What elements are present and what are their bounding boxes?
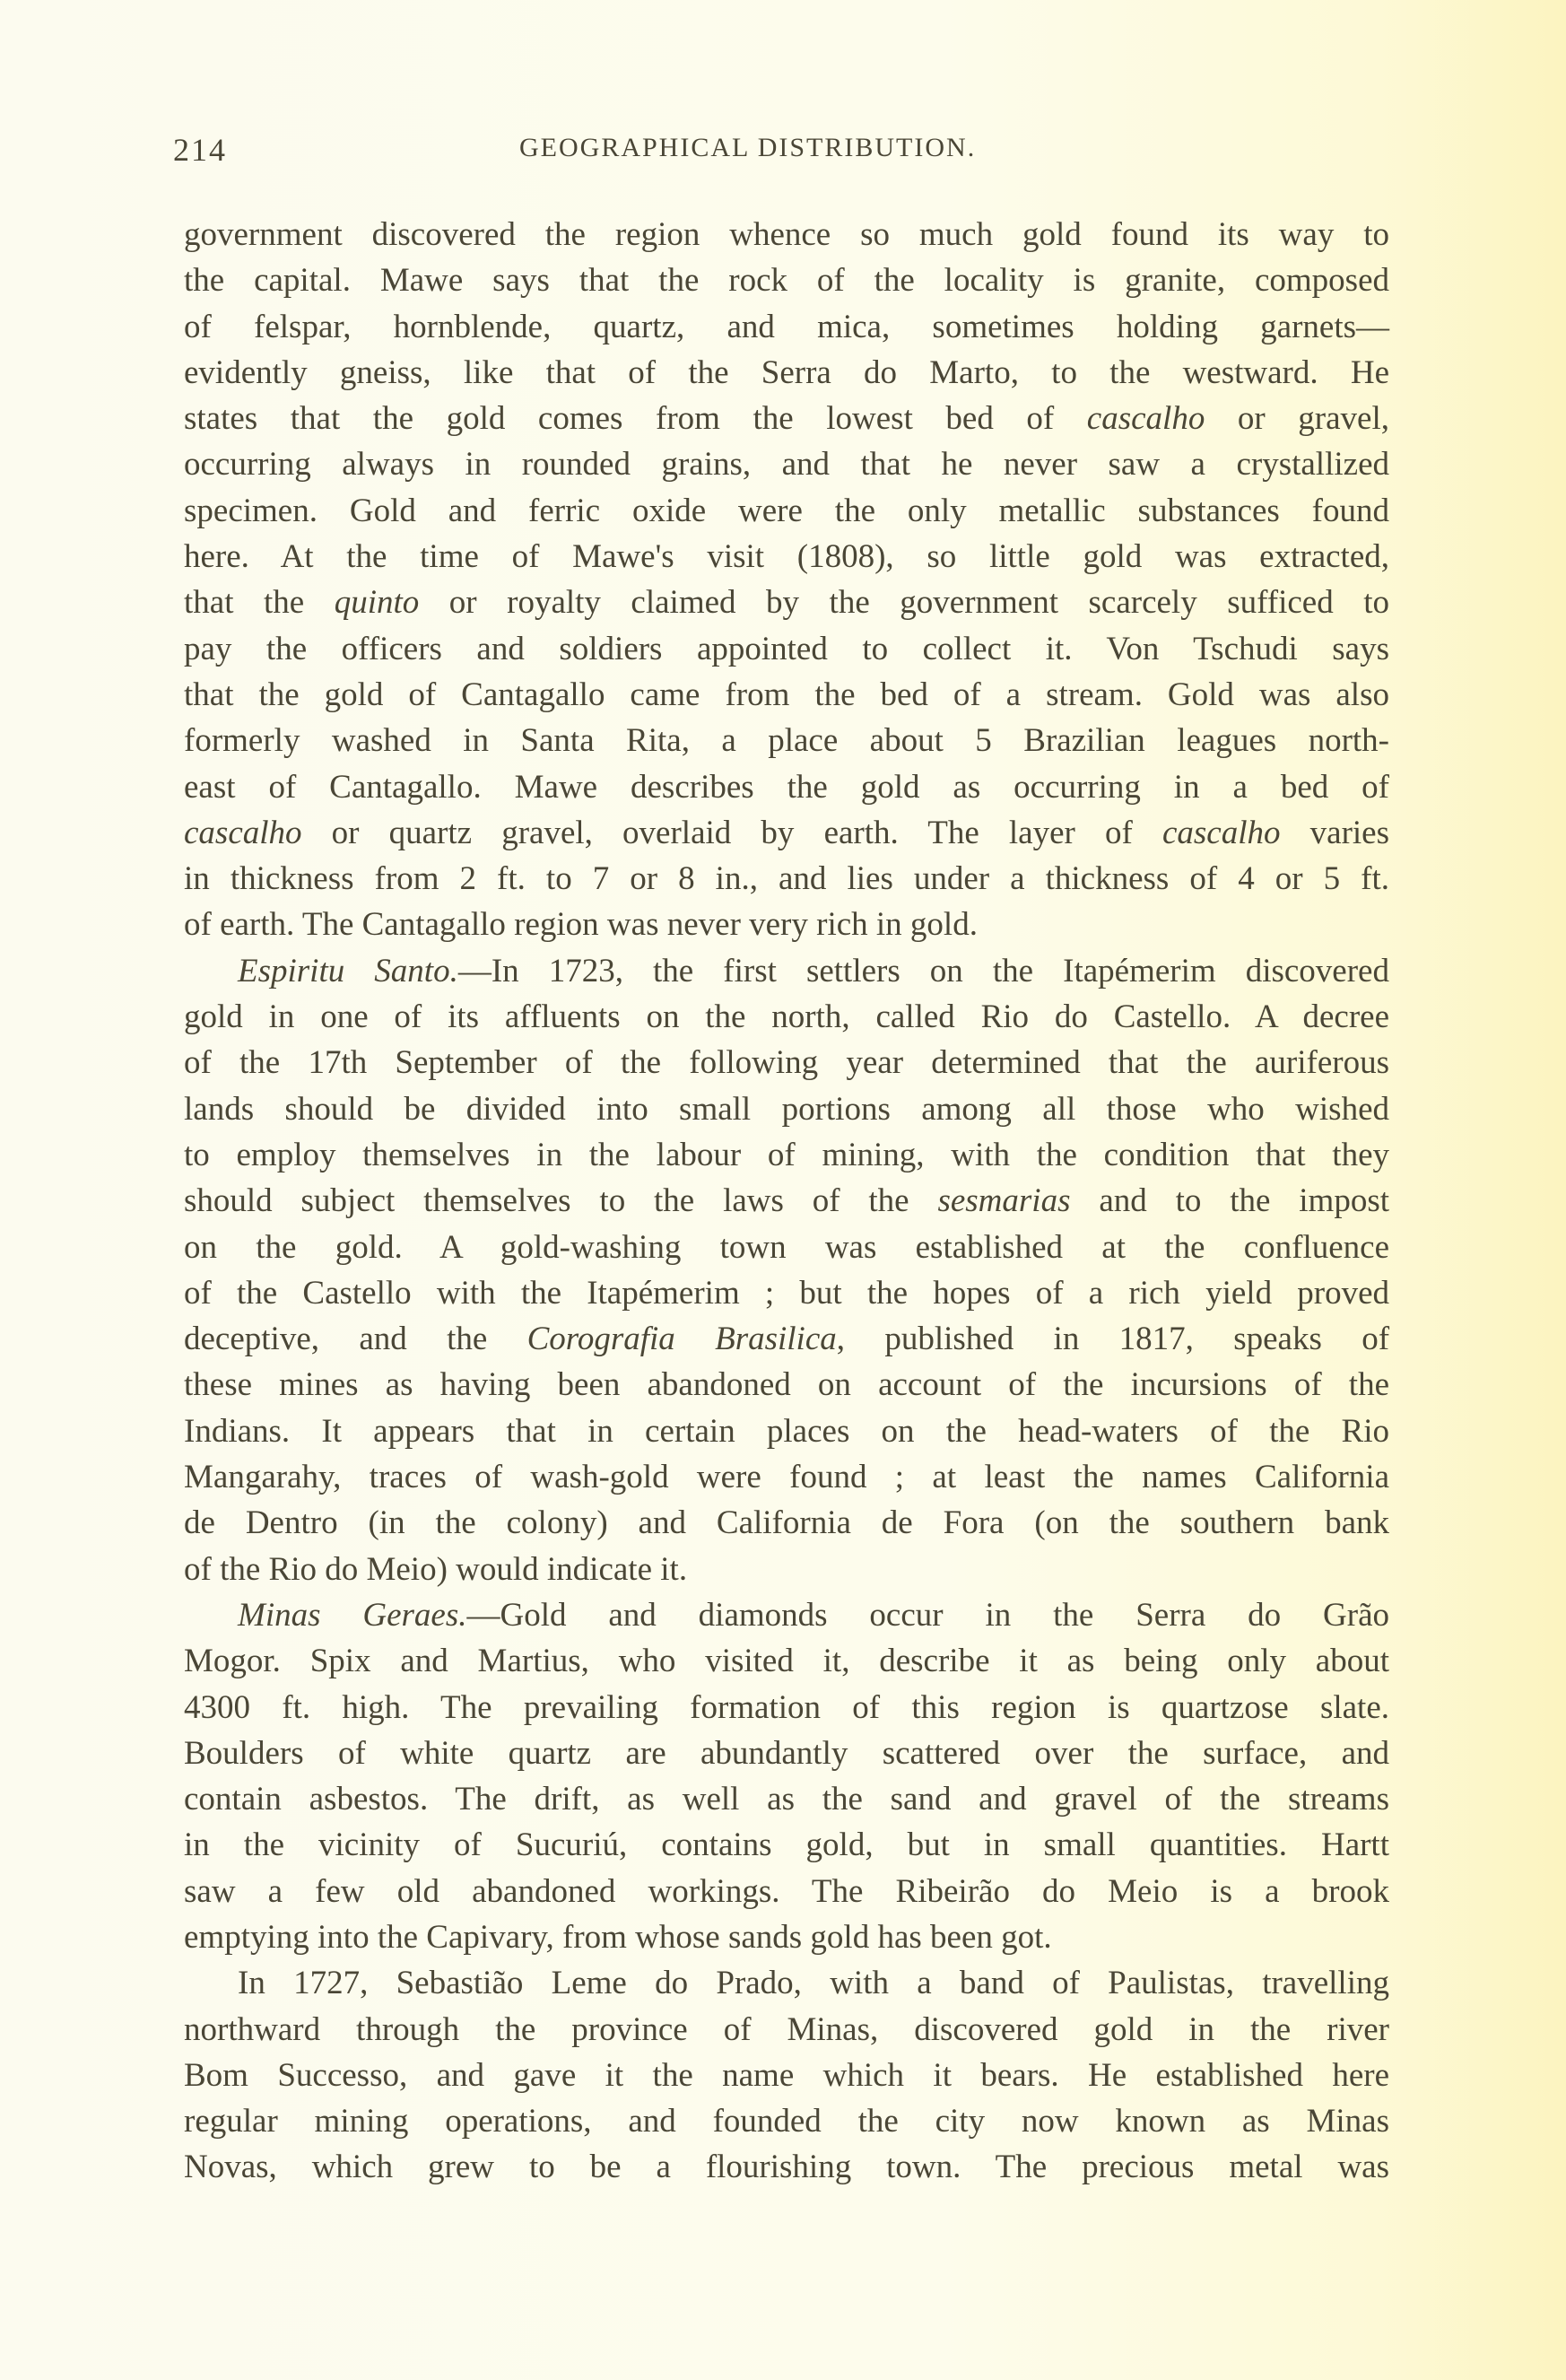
- text-line: [184, 1500, 1389, 1546]
- text-line: [184, 534, 1389, 580]
- text-line: [184, 396, 1389, 441]
- italic-text: cascalho: [184, 814, 302, 851]
- paragraph-first-line: [184, 1592, 1389, 1638]
- text-line: [184, 1086, 1389, 1132]
- text-segment: or quartz gravel, overlaid by earth. The layer of: [301, 814, 1162, 851]
- italic-text: quinto: [334, 584, 420, 622]
- text-segment: of the 17th September of the following year determined that the auriferous: [184, 1044, 1389, 1082]
- text-line: [184, 1731, 1389, 1776]
- italic-text: cascalho: [1161, 814, 1281, 851]
- text-segment: here. At the time of Mawe's visit (1808), so little gold was extracted,: [184, 538, 1389, 576]
- paragraph-first-line: [184, 948, 1389, 994]
- text-segment: specimen. Gold and ferric oxide were the only metallic substances found: [184, 492, 1389, 529]
- page-header: [173, 131, 1393, 170]
- text-segment: occurring always in rounded grains, and that he never saw a crystallized: [184, 446, 1389, 484]
- text-line: [184, 1132, 1389, 1178]
- text-segment: government discovered the region whence so much gold found its way to: [184, 216, 1389, 253]
- text-segment: pay the officers and soldiers appointed to collect it. Von Tschudi says: [184, 630, 1389, 667]
- text-segment: of earth. The Cantagallo region was never very rich in gold.: [184, 906, 978, 944]
- text-line: [184, 1638, 1389, 1684]
- text-line: [184, 441, 1389, 487]
- text-segment: on the gold. A gold-washing town was established at the confluence: [184, 1228, 1389, 1266]
- text-line: [184, 1822, 1389, 1868]
- text-line: [184, 1685, 1389, 1731]
- text-line: [184, 994, 1389, 1040]
- text-segment: deceptive, and the: [184, 1321, 527, 1358]
- text-line: [184, 1869, 1389, 1914]
- text-segment: Mangarahy, traces of wash-gold were found ; at least the names California: [184, 1459, 1389, 1496]
- text-segment: de Dentro (in the colony) and California de Fora (on the southern bank: [184, 1504, 1389, 1542]
- text-line: [184, 902, 1389, 947]
- text-segment: of the Rio do Meio) would indicate it.: [184, 1550, 688, 1588]
- text-segment: formerly washed in Santa Rita, a place about 5 Brazilian leagues north-: [184, 722, 1389, 760]
- text-segment: or royalty claimed by the government scarcely sufficed to: [419, 584, 1389, 622]
- text-line: [184, 1547, 1389, 1592]
- text-line: [184, 212, 1389, 257]
- text-line: [184, 856, 1389, 902]
- text-segment: Novas, which grew to be a flourishing town. The precious metal was: [184, 2149, 1389, 2186]
- italic-text: sesmarias: [937, 1182, 1071, 1220]
- text-segment: saw a few old abandoned workings. The Ribeirão do Meio is a brook: [184, 1872, 1389, 1910]
- text-line: [184, 1408, 1389, 1454]
- text-segment: states that the gold comes from the lowest bed of: [184, 400, 1087, 438]
- text-line: [184, 1362, 1389, 1408]
- text-line: [184, 1316, 1389, 1362]
- text-line: [184, 718, 1389, 763]
- text-segment: gold in one of its affluents on the north, called Rio do Castello. A decree: [184, 998, 1389, 1036]
- text-line: [184, 488, 1389, 534]
- text-segment: emptying into the Capivary, from whose sands gold has been got.: [184, 1918, 1052, 1956]
- text-segment: that the gold of Cantagallo came from the bed of a stream. Gold was also: [184, 676, 1389, 713]
- text-line: [184, 580, 1389, 625]
- italic-text: Minas Geraes.: [238, 1596, 467, 1634]
- text-line: [184, 2144, 1389, 2190]
- text-segment: regular mining operations, and founded the city now known as Minas: [184, 2103, 1389, 2140]
- text-line: [184, 2053, 1389, 2098]
- text-segment: to employ themselves in the labour of mining, with the condition that they: [184, 1136, 1389, 1173]
- italic-text: cascalho: [1086, 400, 1205, 438]
- text-segment: evidently gneiss, like that of the Serra do Marto, to the westward. He: [184, 353, 1389, 391]
- body-text: [184, 212, 1389, 2191]
- text-line: [184, 350, 1389, 396]
- text-line: [184, 2098, 1389, 2144]
- running-head: GEOGRAPHICAL DISTRIBUTION.: [519, 133, 977, 162]
- text-line: [184, 1914, 1389, 1960]
- text-segment: in thickness from 2 ft. to 7 or 8 in., and lies under a thickness of 4 or 5 ft.: [184, 860, 1389, 898]
- text-line: [184, 1040, 1389, 1085]
- text-segment: or gravel,: [1205, 400, 1389, 438]
- text-segment: Indians. It appears that in certain places on the head-waters of the Rio: [184, 1412, 1389, 1450]
- text-segment: contain asbestos. The drift, as well as the sand and gravel of the streams: [184, 1781, 1389, 1818]
- text-segment: In 1727, Sebastião Leme do Prado, with a band of Paulistas, travelling: [238, 1965, 1389, 2002]
- text-segment: , published in 1817, speaks of: [836, 1321, 1390, 1358]
- text-line: [184, 1225, 1389, 1270]
- text-line: [184, 257, 1389, 303]
- italic-text: Espiritu Santo.: [238, 952, 458, 989]
- text-segment: northward through the province of Minas, discovered gold in the river: [184, 2010, 1389, 2048]
- text-line: [184, 626, 1389, 672]
- text-line: [184, 1270, 1389, 1316]
- text-segment: varies: [1280, 814, 1389, 851]
- text-segment: these mines as having been abandoned on account of the incursions of the: [184, 1366, 1389, 1404]
- text-segment: of felspar, hornblende, quartz, and mica, sometimes holding garnets—: [184, 308, 1389, 345]
- text-segment: in the vicinity of Sucuriú, contains gold, but in small quantities. Hartt: [184, 1826, 1389, 1864]
- text-line: [184, 810, 1389, 856]
- text-segment: of the Castello with the Itapémerim ; but the hopes of a rich yield proved: [184, 1274, 1389, 1312]
- text-line: [184, 2007, 1389, 2053]
- text-segment: —Gold and diamonds occur in the Serra do Grão: [466, 1596, 1389, 1634]
- text-segment: Bom Successo, and gave it the name which it bears. He established here: [184, 2056, 1389, 2094]
- paragraph-first-line: [184, 1960, 1389, 2006]
- text-segment: lands should be divided into small portions among all those who wished: [184, 1090, 1389, 1128]
- text-line: [184, 1776, 1389, 1822]
- text-line: [184, 672, 1389, 718]
- text-segment: Mogor. Spix and Martius, who visited it, describe it as being only about: [184, 1643, 1389, 1680]
- text-segment: that the: [184, 584, 335, 622]
- text-segment: and to the impost: [1070, 1182, 1389, 1220]
- text-line: [184, 1454, 1389, 1500]
- text-segment: Boulders of white quartz are abundantly scattered over the surface, and: [184, 1734, 1389, 1772]
- text-segment: —In 1723, the first settlers on the Itapémerim discovered: [457, 952, 1389, 989]
- text-line: [184, 764, 1389, 810]
- text-segment: should subject themselves to the laws of the: [184, 1182, 938, 1220]
- page-number: 214: [173, 132, 227, 168]
- text-line: [184, 304, 1389, 350]
- text-segment: east of Cantagallo. Mawe describes the gold as occurring in a bed of: [184, 768, 1389, 806]
- text-segment: the capital. Mawe says that the rock of the locality is granite, composed: [184, 262, 1389, 300]
- italic-text: Corografia Brasilica: [526, 1321, 837, 1358]
- text-line: [184, 1178, 1389, 1224]
- text-segment: 4300 ft. high. The prevailing formation of this region is quartzose slate.: [184, 1688, 1389, 1726]
